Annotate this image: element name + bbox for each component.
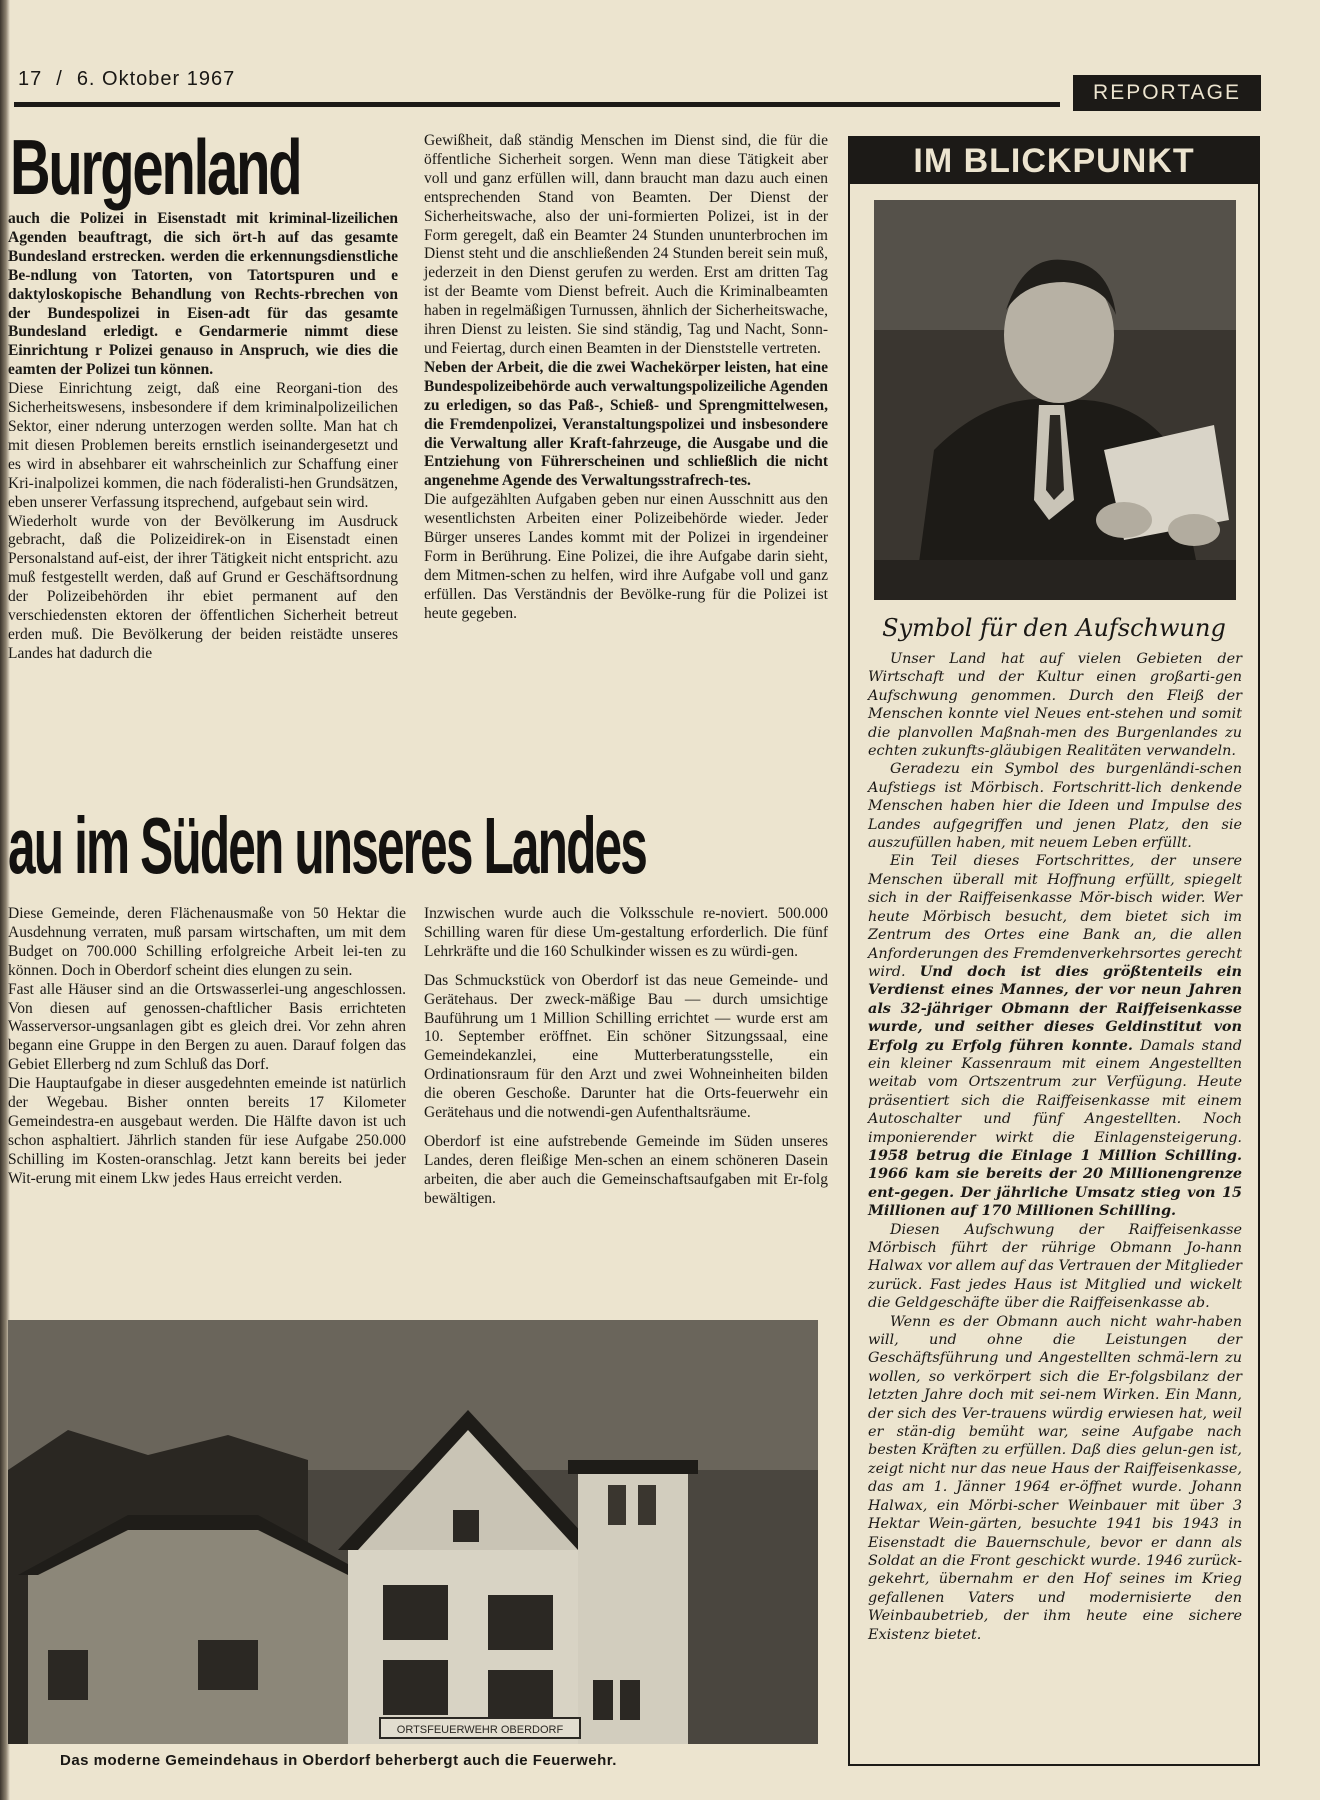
page-number: 17 <box>18 68 43 90</box>
headline-sueden: au im Süden unseres Landes <box>8 801 646 890</box>
header-separator: / <box>56 68 63 90</box>
paragraph: Oberdorf ist eine aufstrebende Gemeinde im Süden unseres Landes, deren fleißige Men-schen an einem schöneren Dasein arbeiten, die aber auch die Gemeinschaftsaufgaben mit Er-folg bewältigen. <box>424 1132 828 1207</box>
paragraph: Die Hauptaufgabe in dieser ausgedehnten emeinde ist natürlich der Wegebau. Bisher onnten bereits 17 Kilometer Gemeindestra-en ausgebaut werden. Die Hälfte davon ist uch schon asphaltiert. Jährlich standen für iese Aufgabe 250.000 Schilling im Kosten-oranschlag. Jetzt kann bereits bei jeder Wit-erung mit einem Lkw jedes Haus erreicht verden. <box>8 1075 406 1187</box>
photo-caption: Das moderne Gemeindehaus in Oberdorf beherbergt auch die Feuerwehr. <box>60 1752 617 1769</box>
text-span-bold: Und doch ist dies größtenteils ein Verdienst eines Mannes, der vor neun Jahren als 32-jähriger Obmann der Raiffeisenkasse wurde, und seither dieses Geldinstitut von Erfolg zu Erfolg führen konnte. <box>868 962 1242 1054</box>
paragraph: Die aufgezählten Aufgaben geben nur einen Ausschnitt aus den wesentlichsten Arbeiten einer Polizeibehörde wieder. Jeder Bürger unseres Landes kommt mit der Polizei in irgendeiner Form in Berührung. Eine Polizei, die ihre Aufgabe darin sieht, dem Mitmen-schen zu helfen, wird ihre Aufgabe voll und ganz erfüllen. Das Verständnis der Bevölke-rung für die Polizei ist heute gegeben. <box>424 491 828 622</box>
paragraph: Fast alle Häuser sind an die Ortswasserlei-ung angeschlossen. Von diesen auf genossen-chaftlicher Basis errichteten Wasserversor-ungsanlagen gibt es gleich drei. Vor zehn ahren begann eine Gruppe in den Bergen zu auen. Darauf folgen das Gebiet Ellerberg nd zum Schluß das Dorf. <box>8 980 406 1074</box>
text-span-bold: 1958 betrug die Einlage 1 Million Schilling. 1966 kam sie bereits der 20 Millionengrenze ent-gegen. Der jährliche Umsatz stieg von 15 Millionen auf 170 Millionen Schilling. <box>868 1146 1242 1220</box>
text-span: Damals stand ein kleiner Kassenraum mit einem Angestellten weitab vom Ortszentrum zur Verfügung. Heute präsentiert sich die Raiffeisenkasse mit einem Autoschalter und fünf Angestellten. Noch imponierender wirkt die Einlagensteigerung. <box>868 1037 1242 1146</box>
headline-burgenland: Burgenland <box>10 123 301 211</box>
header-rule <box>14 102 1060 107</box>
article-column-4 <box>424 905 828 1305</box>
paragraph <box>868 852 1242 1220</box>
paragraph: Diese Einrichtung zeigt, daß eine Reorgani-tion des Sicherheitswesens, insbesondere if dem kriminalpolizeilichen Sektor, einer nderung unterzogen werden sollte. Man hat ch mit diesen Problemen bereits ernstlich iseinandergesetzt und es wird in absehbarer eit wahrscheinlich zur Schaffung einer Kri-inalpolizei kommen, die nach föderalisti-hen Grundsätzen, eben unserer Verfassung itsprechend, aufgebaut sein wird. <box>8 380 398 511</box>
sidebar-subtitle: Symbol für den Aufschwung <box>882 614 1226 642</box>
sidebar-body <box>868 650 1242 1750</box>
paragraph: Gewißheit, daß ständig Menschen im Dienst sind, die für die öffentliche Sicherheit sorgen. Wenn man diese Tätigkeit aber voll und ganz erfüllen will, dann braucht man dazu auch einen entsprechenden Stand von Beamten. Der Dienst der Sicherheitswache, also der uni-formierten Polizei, ist in der Form geregelt, daß ein Beamter 24 Stunden ununterbrochen im Dienst steht und die anschließenden 24 Stunden bereit sein muß, jederzeit in den Dienst gerufen zu werden. Erst am dritten Tag ist der Beamte vom Dienst befreit. Auch die Kriminalbeamten haben in regelmäßigen Turnussen, ähnlich der Sicherheitswache, ihren Dienst zu leisten. Sie sind ständig, Tag und Nacht, Sonn- und Feiertag, durch einen Beamten in der Dienststelle vertreten. <box>424 132 828 357</box>
article-column-2 <box>424 132 828 792</box>
text-span: Ein Teil dieses Fortschrittes, der unsere Menschen überall mit Hoffnung erfüllt, spiegelt sich in der Raiffeisenkasse Mör-bisch wider. Wer heute Mörbisch besucht, dem bietet sich im Zentrum des Ortes eine Bank an, die allen Anforderungen des Fremdenverkehrsortes gerecht wird. <box>868 853 1242 980</box>
paragraph: Wenn es der Obmann auch nicht wahr-haben will, und ohne die Leistungen der Geschäftsführung und Angestellten schmä-lern zu wollen, so verkörpert sich die Er-folgsbilanz der letzten Jahre doch mit sei-nem Wirken. Ein Mann, der sich des Ver-trauens würdig erwiesen hat, weil er stän-dig bemüht war, seine Aufgabe nach besten Kräften zu erfüllen. Daß dies gelun-gen ist, zeigt nicht nur das neue Haus der Raiffeisenkasse, das am 1. Jänner 1964 er-öffnet wurde. Johann Halwax, ein Mörbi-scher Weinbauer mit über 3 Hektar Wein-gärten, besuchte 1941 bis 1943 in Eisenstadt die Bauernschule, bevor er dann als Soldat an die Front geschickt wurde. 1946 zurück-gekehrt, übernahm er den Hof seines im Krieg gefallenen Vaters und modernisierte den Weinbaubetrieb, der ihm heute eine sichere Existenz bietet. <box>868 1313 1242 1643</box>
page-header <box>18 68 249 91</box>
sidebar-im-blickpunkt <box>848 136 1260 1766</box>
paragraph: Geradezu ein Symbol des burgenländi-schen Aufstiegs ist Mörbisch. Fortschritt-lich denkende Menschen haben hier die Ideen und Impulse des Landes aufgegriffen und jenen Platz, den sie auszufüllen haben, mit neuem Leben erfüllt. <box>868 761 1242 852</box>
paragraph: Neben der Arbeit, die die zwei Wachekörper leisten, hat eine Bundespolizeibehörde auch verwaltungspolizeiliche Agenden zu erledigen, so das Paß-, Schieß- und Sprengmittelwesen, die Fremdenpolizei, Veranstaltungspolizei und insbesondere die Verwaltung aller Kraft-fahrzeuge, die Ausgabe und die Entziehung von Führerscheinen und schließlich die nicht angenehme Agende des Verwaltungsstrafrech-tes. <box>424 358 828 490</box>
portrait-photo <box>874 200 1236 600</box>
sidebar-title: IM BLICKPUNKT <box>850 138 1258 184</box>
issue-date: 6. Oktober 1967 <box>76 68 236 90</box>
paragraph: Unser Land hat auf vielen Gebieten der Wirtschaft und der Kultur einen großarti-gen Aufschwung genommen. Durch den Fleiß der Menschen konnte viel Neues ent-stehen und somit die planvollen Maßnah-men des Burgenlandes zu echten zukunfts-gläubigen Realitäten verwandeln. <box>868 651 1242 760</box>
paragraph: Inzwischen wurde auch die Volksschule re-noviert. 500.000 Schilling waren für diese Um-gestaltung erforderlich. Die fünf Lehrkräfte und die 160 Schulkinder wissen es zu würdi-gen. <box>424 905 828 960</box>
paragraph: Diesen Aufschwung der Raiffeisenkasse Mörbisch führt der rührige Obmann Jo-hann Halwax vor allem auf das Vertrauen der Mitglieder zurück. Fast jedes Haus ist Mitglied und wickelt die Geldgeschäfte über die Raiffeisenkasse ab. <box>868 1221 1242 1312</box>
article-column-1 <box>8 210 398 790</box>
building-illustration <box>8 1320 818 1744</box>
portrait-illustration <box>874 200 1236 600</box>
paragraph: Wiederholt wurde von der Bevölkerung im Ausdruck gebracht, daß die Polizeidirek-on in Eisenstadt einen Personalstand auf-eist, der ihrer Tätigkeit nicht entspricht. azu muß festgestellt werden, daß auf Grund er Geschäftsordnung der Polizeibehörden ihr ebiet permanent auf den verschiedensten ektoren der öffentlichen Sicherheit betreut erden muß. Die Bevölkerung der beiden reistädte unseres Landes hat dadurch die <box>8 512 398 662</box>
section-label: REPORTAGE <box>1073 75 1261 111</box>
building-sign: ORTSFEUERWEHR OBERDORF <box>396 1724 564 1736</box>
photo-gemeindehaus <box>8 1320 818 1744</box>
paragraph: Das Schmuckstück von Oberdorf ist das neue Gemeinde- und Gerätehaus. Der zweck-mäßige Bau — durch umsichtige Bauführung um 1 Million Schilling errichtet — wurde erst am 10. September eröffnet. Ein schöner Sitzungssaal, eine Gemeindekanzlei, eine Mutterberatungsstelle, ein Ordinationsraum für den Arzt und zwei Wohneinheiten bilden die oberen Geschoße. Darunter hat die Orts-feuerwehr ein Gerätehaus und die notwendi-gen Aufenthaltsräume. <box>424 971 828 1122</box>
paragraph: auch die Polizei in Eisenstadt mit kriminal-lizeilichen Agenden beauftragt, die sich ört-h auf das gesamte Bundesland erstrecken. werden die erkennungsdienstliche Be-ndlung von Tatorten, von Tatortspuren und e daktyloskopische Behandlung von Rechts-rbrechen von der Bundespolizei in Eisen-adt für das gesamte Bundesland erledigt. e Gendarmerie nimmt diese Einrichtung r Polizei genauso in Anspruch, wie dies die eamten der Polizei tun können. <box>8 210 398 379</box>
paragraph: Diese Gemeinde, deren Flächenausmaße von 50 Hektar die Ausdehnung verraten, muß parsam wirtschaften, um mit dem Budget on 700.000 Schilling erfolgreiche Arbeit lei-ten zu können. Doch in Oberdorf scheint dies elungen zu sein. <box>8 905 406 979</box>
article-column-3 <box>8 905 406 1305</box>
